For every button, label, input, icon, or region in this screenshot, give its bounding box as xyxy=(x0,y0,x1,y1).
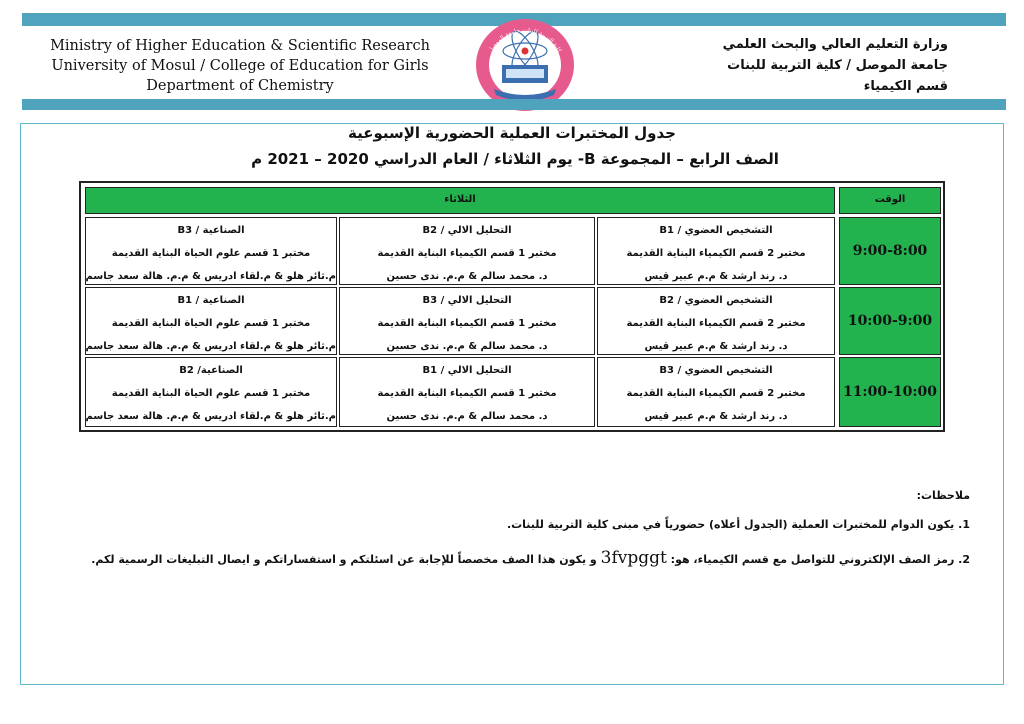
lab-label: مختبر 2 قسم الكيمياء البناية القديمة xyxy=(626,318,806,329)
header-english xyxy=(40,36,440,96)
header-arabic-line-1: وزارة التعليم العالي والبحث العلمي xyxy=(722,37,948,52)
logo-text: كلية التربية للبنات جامعة الموصل xyxy=(487,26,563,54)
lab-label: مختبر 1 قسم الكيمياء البناية القديمة xyxy=(377,318,557,329)
note-number: 2. xyxy=(958,553,970,566)
day-header: الثلاثاء xyxy=(85,187,835,214)
lab-label: مختبر 1 قسم علوم الحياة البناية القديمة xyxy=(111,318,311,329)
lab-label: مختبر 2 قسم الكيمياء البناية القديمة xyxy=(626,388,806,399)
course-label: الصناعية / B1 xyxy=(177,295,245,306)
page-subtitle: الصف الرابع – المجموعة B- يوم الثلاثاء / العام الدراسي 2020 – 2021 م xyxy=(251,150,779,168)
staff-label: د. محمد سالم & م.م. ندى حسين xyxy=(386,411,548,422)
row-1-time: 9:00-8:00 xyxy=(839,217,941,285)
row-2-time: 10:00-9:00 xyxy=(839,287,941,355)
note-text: يكون الدوام للمختبرات العملية (الجدول أعلاه) حضورياً في مبنى كلية التربية للبنات. xyxy=(506,518,955,531)
lab-label: مختبر 2 قسم الكيمياء البناية القديمة xyxy=(626,248,806,259)
staff-label: م.ثائر هلو & م.لقاء ادريس & م.م. هالة سعد جاسم xyxy=(86,341,336,352)
row-1-cell-3 xyxy=(85,217,337,285)
class-code: 3fvpggt xyxy=(600,548,667,568)
staff-label: د. محمد سالم & م.م. ندى حسين xyxy=(386,271,548,282)
course-label: التحليل الالي / B1 xyxy=(422,365,512,376)
course-label: التشخيص العضوي / B3 xyxy=(659,365,773,376)
row-3-cell-2 xyxy=(339,357,595,427)
lab-label: مختبر 1 قسم الكيمياء البناية القديمة xyxy=(377,248,557,259)
time-header: الوقت xyxy=(839,187,941,214)
note-item-2 xyxy=(70,548,970,568)
staff-label: د. رند ارشد & م.م عبير قيس xyxy=(644,341,788,352)
staff-label: م.ثائر هلو & م.لقاء ادريس & م.م. هالة سعد جاسم xyxy=(86,271,336,282)
course-label: التشخيص العضوي / B2 xyxy=(659,295,773,306)
header-arabic-line-2: جامعة الموصل / كلية التربية للبنات xyxy=(727,58,948,73)
lab-label: مختبر 1 قسم علوم الحياة البناية القديمة xyxy=(111,248,311,259)
staff-label: د. رند ارشد & م.م عبير قيس xyxy=(644,411,788,422)
course-label: التحليل الالي / B2 xyxy=(422,225,512,236)
staff-label: م.ثائر هلو & م.لقاء ادريس & م.م. هالة سعد جاسم xyxy=(86,411,336,422)
page-title: جدول المختبرات العملية الحضورية الإسبوعية xyxy=(348,124,676,142)
staff-label: د. محمد سالم & م.م. ندى حسين xyxy=(386,341,548,352)
row-2-cell-2 xyxy=(339,287,595,355)
notes-heading: ملاحظات: xyxy=(916,489,970,502)
course-label: الصناعية / B3 xyxy=(177,225,245,236)
note-text: رمز الصف الإلكتروني للتواصل مع قسم الكيمياء، هو: xyxy=(670,553,955,566)
header-arabic-line-3: قسم الكيمياء xyxy=(863,79,948,94)
header-arabic xyxy=(648,34,948,97)
header-bottom-bar xyxy=(22,99,1006,110)
row-2-cell-1 xyxy=(597,287,835,355)
row-1-cell-2 xyxy=(339,217,595,285)
row-1-cell-1 xyxy=(597,217,835,285)
header-english-line-1: Ministry of Higher Education & Scientific Research xyxy=(50,38,430,54)
lab-label: مختبر 1 قسم علوم الحياة البناية القديمة xyxy=(111,388,311,399)
row-3-cell-1 xyxy=(597,357,835,427)
schedule-table xyxy=(79,181,945,432)
header-english-line-3: Department of Chemistry xyxy=(146,78,334,94)
note-item-1 xyxy=(70,518,970,531)
notes-section xyxy=(70,489,970,585)
row-3-time: 11:00-10:00 xyxy=(839,357,941,427)
header-english-line-2: University of Mosul / College of Education for Girls xyxy=(51,58,429,74)
row-3-cell-3 xyxy=(85,357,337,427)
note-number: 1. xyxy=(958,518,970,531)
course-label: الصناعية/ B2 xyxy=(179,365,243,376)
staff-label: د. رند ارشد & م.م عبير قيس xyxy=(644,271,788,282)
row-2-cell-3 xyxy=(85,287,337,355)
note-text-continued: و يكون هذا الصف مخصصاً للإجابة عن اسئلتكم و استفساراتكم و ايصال التبليغات الرسمية لكم. xyxy=(91,553,597,566)
lab-label: مختبر 1 قسم الكيمياء البناية القديمة xyxy=(377,388,557,399)
course-label: التحليل الالي / B3 xyxy=(422,295,512,306)
course-label: التشخيص العضوي / B1 xyxy=(659,225,773,236)
